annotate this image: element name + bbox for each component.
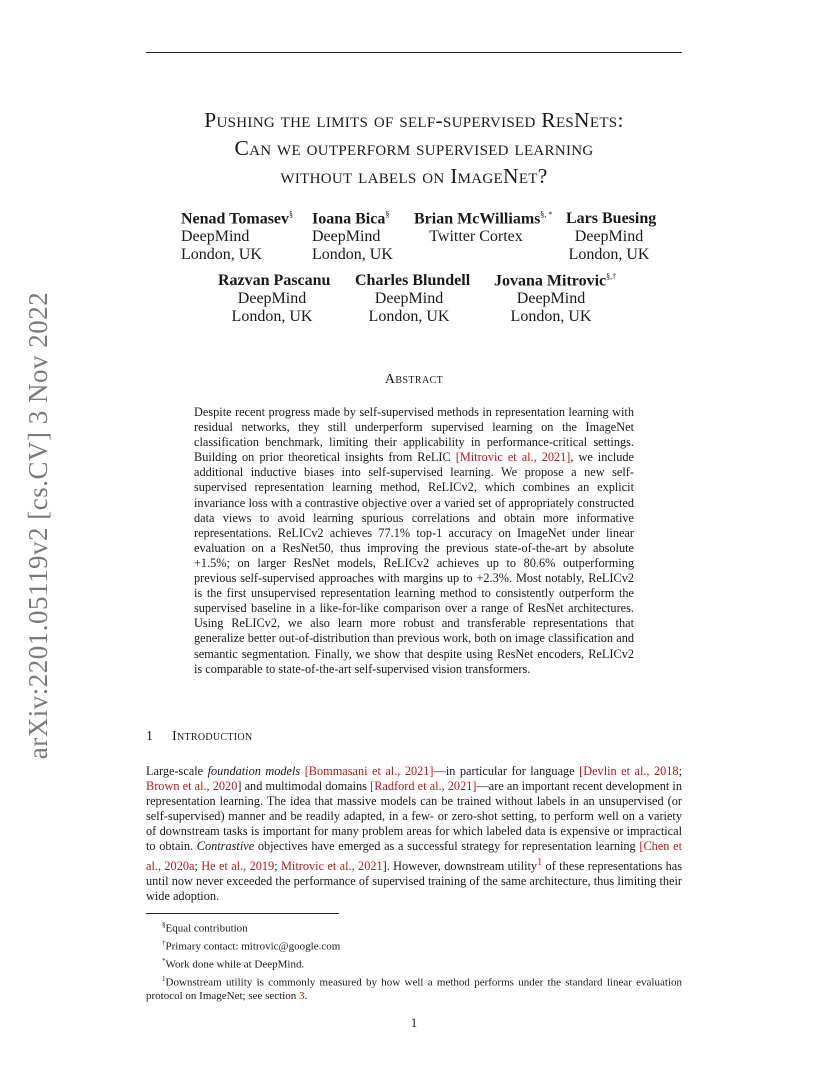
author-name: Jovana Mitrovic [494, 272, 607, 290]
title-line-3: without labels on ImageNet? [280, 164, 548, 188]
footnote-text: . [304, 990, 308, 1003]
section-title: Introduction [172, 729, 253, 744]
introduction-body [146, 764, 682, 904]
title-line-1: Pushing the limits of self-supervised ResNets: [204, 108, 624, 132]
author-mark: § [385, 210, 390, 219]
footnote-text: Equal contribution [165, 922, 248, 935]
author-name: Nenad Tomasev [181, 210, 290, 228]
intro-text: ; [194, 858, 202, 873]
footnote-mark: * [162, 956, 166, 965]
author-location: London, UK [510, 308, 592, 326]
section-link[interactable]: 3 [299, 990, 305, 1003]
footnote-item [146, 954, 682, 972]
author-name: Lars Buesing [566, 210, 657, 227]
intro-text: —in particular for language [433, 764, 580, 778]
footnote-text: Downstream utility is commonly measured by how well a method performs under the standard linear evaluation protocol on ImageNet; see section [146, 976, 682, 1003]
footnote-text: Work done while at DeepMind. [165, 958, 305, 971]
author-tomasev [181, 210, 293, 264]
abstract-body [194, 405, 634, 677]
author-buesing [566, 210, 657, 264]
footnote-marker[interactable]: 1 [537, 856, 543, 868]
footnote-mark: † [162, 938, 166, 947]
intro-emphasis: foundation models [207, 764, 301, 778]
author-bica [312, 210, 393, 264]
author-affiliation: DeepMind [181, 228, 250, 246]
author-blundell [355, 272, 471, 326]
intro-text: ; [678, 764, 682, 778]
author-name: Razvan Pascanu [218, 272, 331, 289]
author-name: Brian McWilliams [414, 210, 541, 228]
abstract-text: Despite recent progress made by self-supervised methods in representation learning with residual networks, they still underperform supervised learning on the ImageNet classification benchmark, limiting their applicability in performance-critical settings. Building on prior theoretical insights from ReLIC [194, 405, 634, 465]
author-pascanu [218, 272, 331, 326]
intro-text: ]. However, downstream utility [382, 858, 538, 873]
footnote-mark: 1 [162, 974, 166, 983]
arxiv-stamp [14, 290, 64, 760]
author-affiliation: DeepMind [574, 228, 644, 245]
intro-text: —are an important recent development in representation learning. The idea that massive models can be trained without labels in an unsupervised (or self-supervised) manner and be readily adapted, in a few- or zero-shot setting, to perform well on a variety of downstream tasks is important for many problem areas for which labeled data is expensive or impractical to obtain. [146, 779, 682, 854]
paper-title [120, 106, 708, 190]
citation-link[interactable]: [Bommasani et al., 2021] [304, 764, 434, 778]
abstract-heading: Abstract [384, 372, 444, 387]
footnote-item [146, 936, 682, 954]
section-heading [146, 729, 252, 745]
author-mitrovic [494, 272, 617, 326]
footnotes [146, 918, 682, 1004]
citation-link[interactable]: [Chen et al., 2020a [146, 839, 682, 873]
citation-link[interactable]: [Mitrovic et al., 2021] [455, 450, 571, 465]
citation-link[interactable]: Mitrovic et al., 2021 [281, 858, 383, 873]
author-location: London, UK [181, 246, 262, 264]
author-location: London, UK [231, 308, 313, 325]
author-location: London, UK [568, 246, 650, 263]
author-location: London, UK [368, 308, 450, 325]
abstract-text: , we include additional inductive biases into self-supervised learning. We propose a new self-supervised representation learning method, ReLICv2, which combines an explicit invariance loss with a contrastive objective over a varied set of appropriately constructed data views to avoid learning spurious correlations and obtain more informative representations. ReLICv2 achieves 77.1% top-1 accuracy on ImageNet under linear evaluation on a ResNet50, thus improving the previous state-of-the-art by absolute +1.5%; on larger ResNet models, ReLICv2 achieves up to 80.6% outperforming previous self-supervised approaches with margins up to +2.3%. Most notably, ReLICv2 is the first unsupervised representation learning method to consistently outperform the supervised baseline in a like-for-like comparison over a range of ResNet architectures. Using ReLICv2, we also learn more robust and transferable representations that generalize better out-of-distribution than previous work, both on image classification and semantic segmentation. Finally, we show that despite using ResNet encoders, ReLICv2 is comparable to state-of-the-art self-supervised vision transformers. [194, 450, 634, 676]
author-affiliation: DeepMind [312, 228, 381, 246]
intro-text: Large-scale [146, 764, 208, 778]
author-name: Ioana Bica [312, 210, 386, 228]
author-mcwilliams [414, 210, 553, 246]
author-mark: §,† [606, 272, 617, 281]
citation-link[interactable]: Brown et al., 2020 [146, 779, 238, 794]
page-number: 1 [410, 1016, 418, 1030]
citation-link[interactable]: [Radford et al., 2021] [370, 779, 477, 794]
intro-text: of these representations has until now never exceeded the performance of supervised training of the same architecture, thus limiting their wide adoption. [146, 858, 683, 903]
author-affiliation: DeepMind [516, 290, 586, 308]
author-affiliation: Twitter Cortex [429, 228, 523, 246]
footnote-item [146, 972, 682, 1004]
citation-link[interactable]: He et al., 2019 [201, 858, 275, 873]
author-affiliation: DeepMind [237, 290, 307, 307]
author-mark: § [289, 210, 294, 219]
author-name: Charles Blundell [355, 272, 471, 289]
arxiv-id: arXiv:2201.05119v2 [cs.CV] 3 Nov 2022 [23, 291, 54, 759]
intro-emphasis: Contrastive [196, 839, 255, 854]
author-location: London, UK [312, 246, 393, 264]
title-line-2: Can we outperform supervised learning [234, 136, 594, 160]
footnote-rule [146, 913, 339, 914]
footnote-mark: § [162, 921, 166, 929]
footnote-text: Primary contact: mitrovic@google.com [165, 940, 341, 953]
author-affiliation: DeepMind [374, 290, 444, 307]
author-mark: §, * [540, 210, 553, 219]
intro-text: objectives have emerged as a successful strategy for representation learning [254, 839, 640, 854]
section-number: 1 [146, 729, 154, 744]
intro-text: ; [274, 858, 281, 873]
citation-link[interactable]: [Devlin et al., 2018 [579, 764, 679, 778]
top-rule [146, 52, 682, 53]
footnote-item [146, 918, 682, 936]
intro-text: ] and multimodal domains [237, 779, 371, 794]
